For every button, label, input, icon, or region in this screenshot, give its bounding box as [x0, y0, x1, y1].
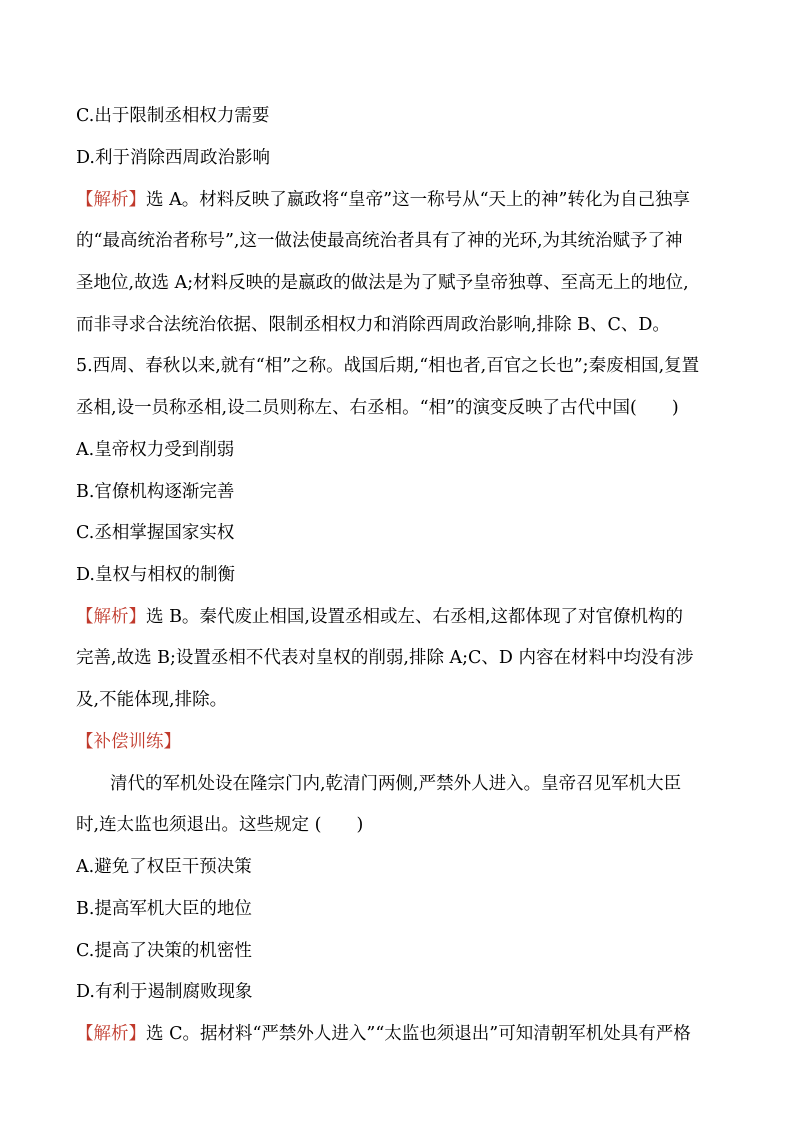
- analysis-tag: 【解析】: [76, 190, 146, 210]
- q4-option-d: D.利于消除西周政治影响: [76, 148, 270, 168]
- q5-option-d: D.皇权与相权的制衡: [76, 565, 235, 585]
- q5-option-c: C.丞相掌握国家实权: [76, 523, 235, 543]
- supplement-heading: 【补偿训练】: [76, 732, 181, 752]
- q5-option-b: B.官僚机构逐渐完善: [76, 482, 235, 502]
- q4-analysis-line-4: 而非寻求合法统治依据、限制丞相权力和消除西周政治影响,排除 B、C、D。: [76, 315, 670, 335]
- supplement-stem-line-2: 时,连太监也须退出。这些规定 ( ): [76, 815, 364, 835]
- q4-analysis-line-2: 的“最高统治者称号”,这一做法使最高统治者具有了神的光环,为其统治赋予了神: [76, 231, 683, 251]
- analysis-tag: 【解析】: [76, 1024, 146, 1044]
- supplement-stem-line-1: 清代的军机处设在隆宗门内,乾清门两侧,严禁外人进入。皇帝召见军机大臣: [110, 774, 682, 794]
- q5-option-a: A.皇帝权力受到削弱: [76, 440, 235, 460]
- q5-stem-line-1: 5.西周、春秋以来,就有“相”之称。战国后期,“相也者,百官之长也”;秦废相国,复置: [76, 356, 700, 376]
- q5-stem-line-2: 丞相,设一员称丞相,设二员则称左、右丞相。“相”的演变反映了古代中国( ): [76, 398, 679, 418]
- analysis-text: 选 B。秦代废止相国,设置丞相或左、右丞相,这都体现了对官僚机构的: [146, 607, 684, 627]
- q5-analysis-line-1: [76, 605, 736, 629]
- q4-option-c: C.出于限制丞相权力需要: [76, 106, 270, 126]
- q4-analysis-line-3: 圣地位,故选 A;材料反映的是嬴政的做法是为了赋予皇帝独尊、至高无上的地位,: [76, 273, 689, 293]
- analysis-tag: 【解析】: [76, 607, 146, 627]
- supplement-option-c: C.提高了决策的机密性: [76, 941, 252, 961]
- analysis-text: 选 C。据材料“严禁外人进入”“太监也须退出”可知清朝军机处具有严格: [146, 1024, 691, 1044]
- q5-analysis-line-2: 完善,故选 B;设置丞相不代表对皇权的削弱,排除 A;C、D 内容在材料中均没有涉: [76, 648, 694, 668]
- supplement-option-b: B.提高军机大臣的地位: [76, 899, 252, 919]
- supplement-option-d: D.有利于遏制腐败现象: [76, 982, 253, 1002]
- q4-analysis-line-1: [76, 188, 736, 212]
- supplement-option-a: A.避免了权臣干预决策: [76, 857, 252, 877]
- analysis-text: 选 A。材料反映了嬴政将“皇帝”这一称号从“天上的神”转化为自己独享: [146, 190, 690, 210]
- supplement-analysis-line-1: [76, 1022, 736, 1046]
- q5-analysis-line-3: 及,不能体现,排除。: [76, 690, 228, 710]
